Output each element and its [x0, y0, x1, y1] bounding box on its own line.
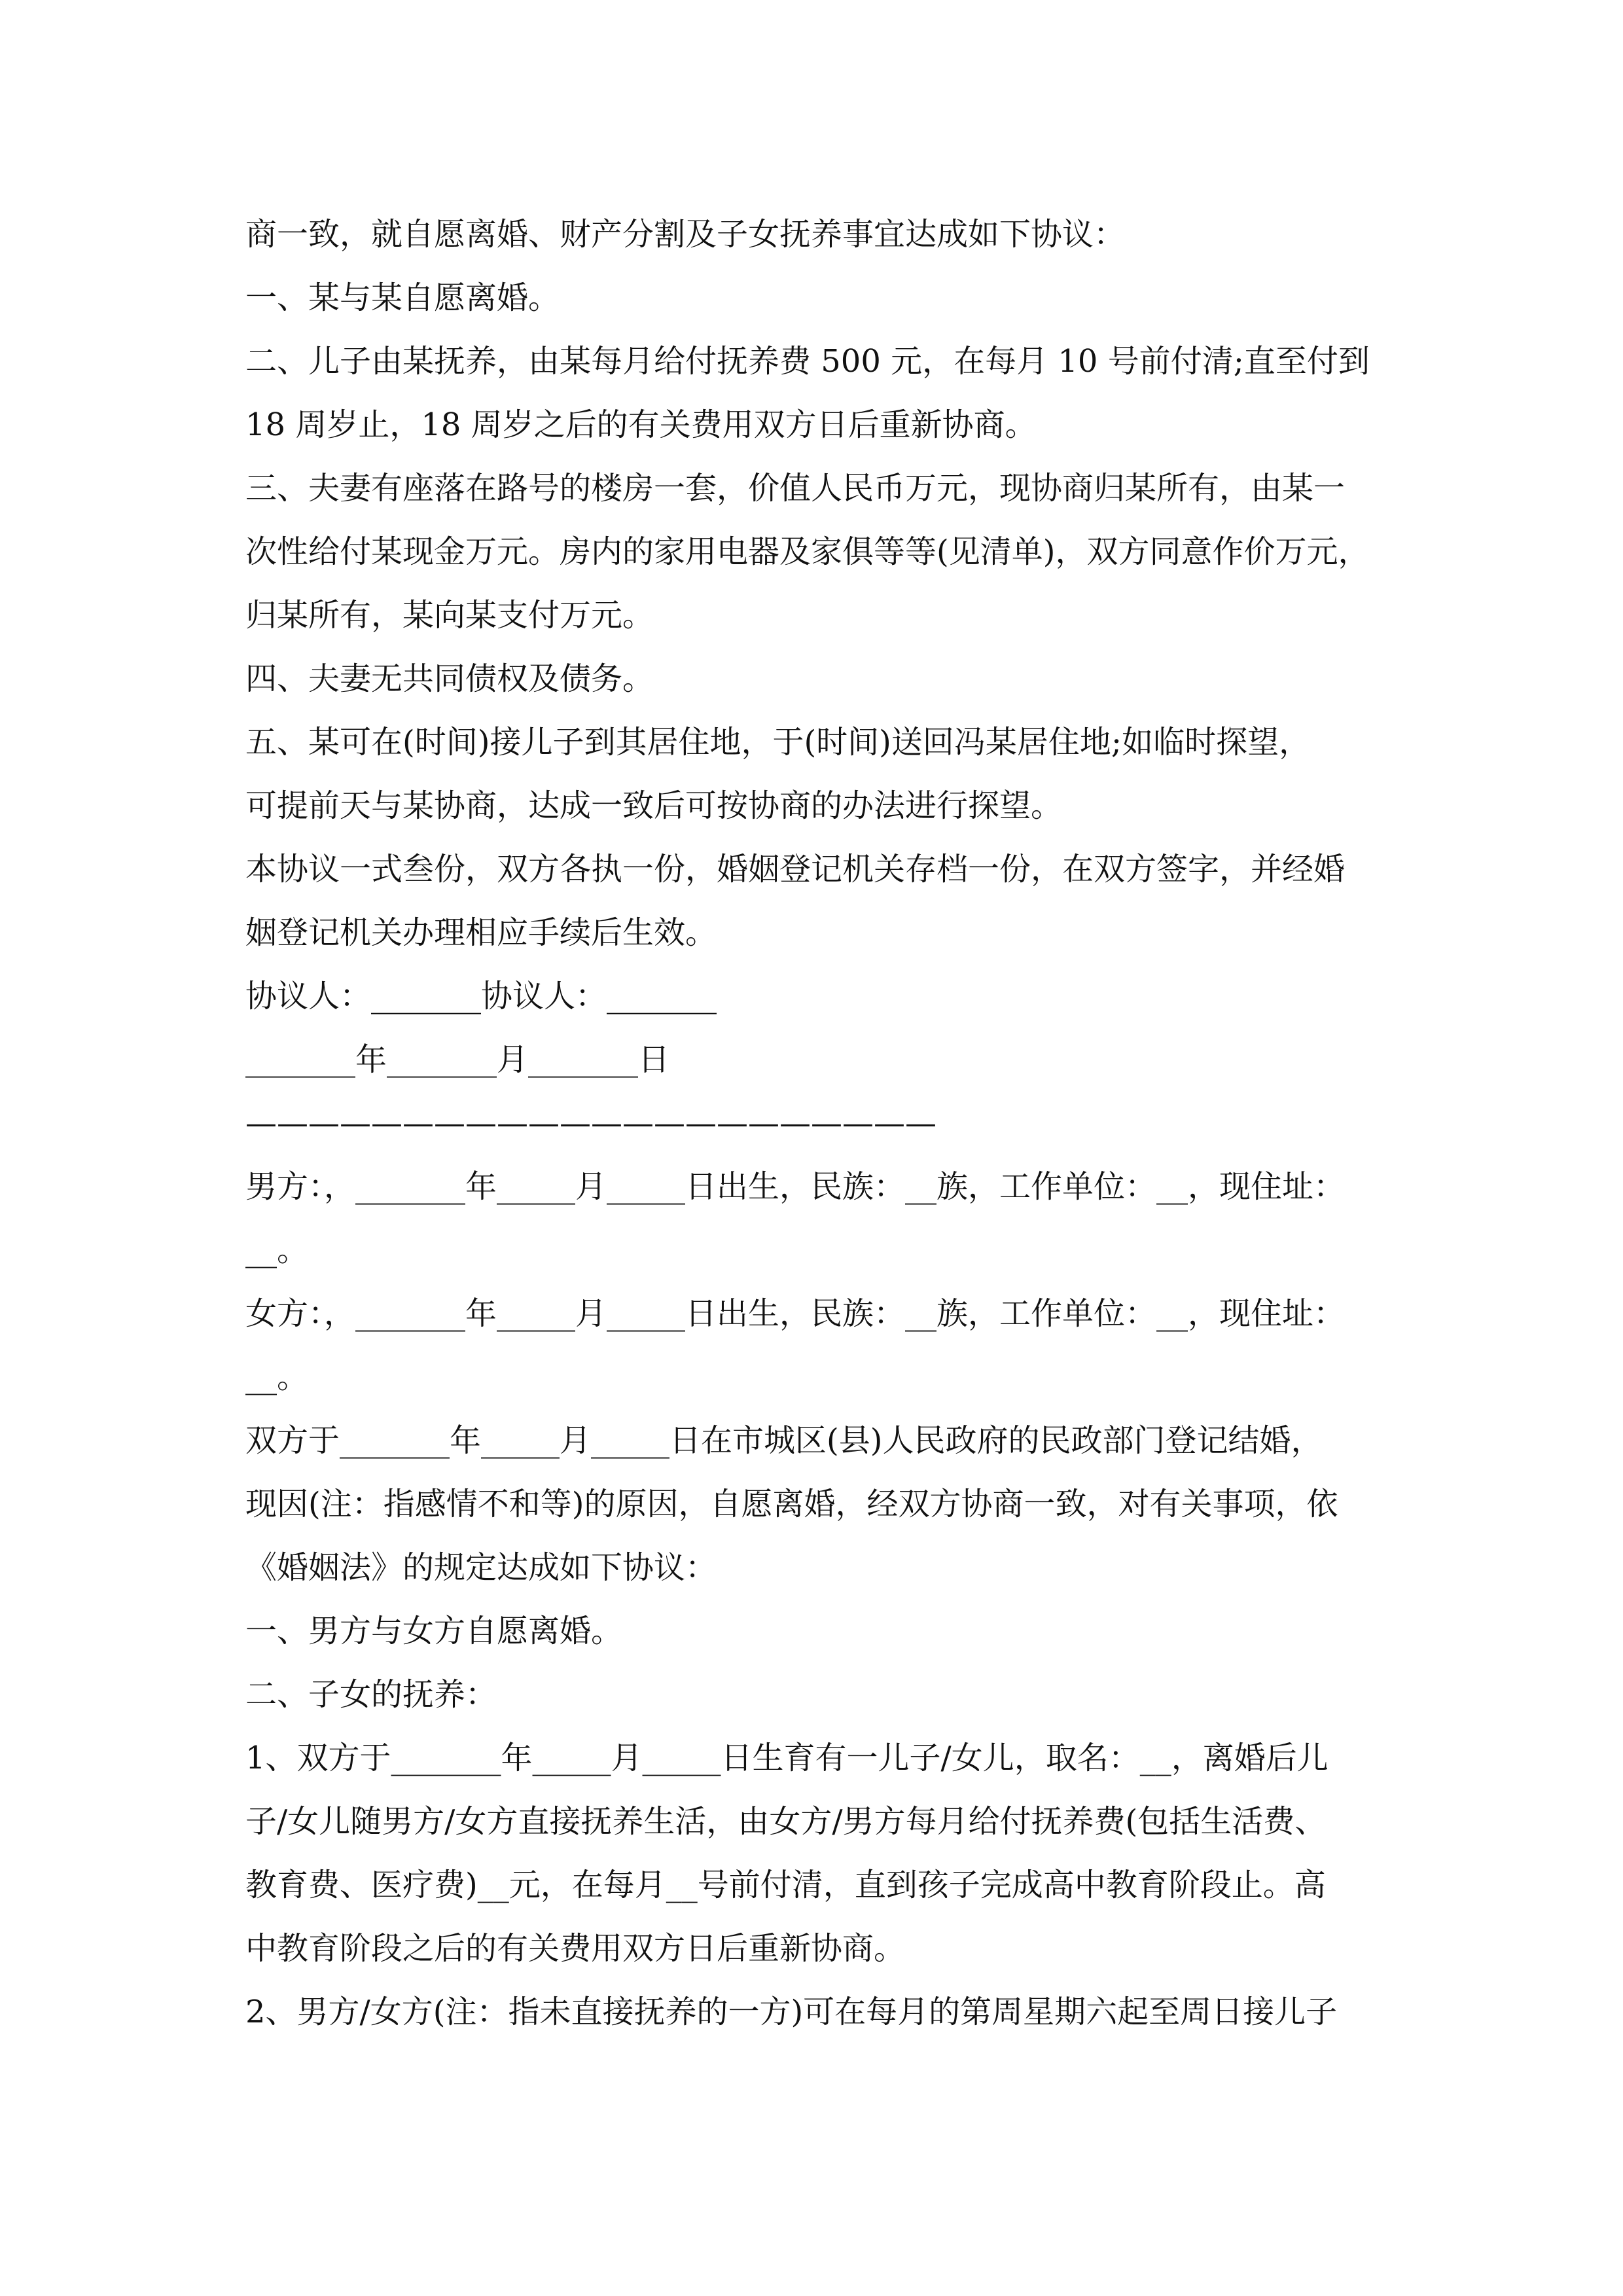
- text-line: [245, 266, 1384, 330]
- text-line-content: 1、双方于_______年_____月_____日生育有一儿子/女儿，取名：__，离婚后儿: [245, 1740, 1329, 1776]
- text-line-content: 2、男方/女方(注：指未直接抚养的一方)可在每月的第周星期六起至周日接儿子: [245, 1994, 1338, 2030]
- text-line: [245, 1473, 1384, 1536]
- text-line: [245, 1346, 1384, 1409]
- date-line: [245, 1028, 1384, 1092]
- text-line: [245, 1219, 1384, 1282]
- text-line-content: 双方于_______年_____月_____日在市城区(县)人民政府的民政部门登记结婚，: [245, 1422, 1323, 1459]
- text-line-content: 现因(注：指感情不和等)的原因，自愿离婚，经双方协商一致，对有关事项，依: [245, 1486, 1338, 1522]
- text-line-content: 三、夫妻有座落在路号的楼房一套，价值人民币万元，现协商归某所有，由某一: [245, 470, 1346, 507]
- text-line: [245, 1536, 1384, 1600]
- text-line-content: 商一致，就自愿离婚、财产分割及子女抚养事宜达成如下协议：: [245, 216, 1126, 253]
- text-line: [245, 1917, 1384, 1981]
- text-line: [245, 393, 1384, 457]
- document-body: [245, 203, 1384, 2044]
- text-line: [245, 838, 1384, 901]
- text-line: [245, 330, 1384, 393]
- text-line-content: ——————————————————————: [245, 1105, 936, 1141]
- text-line-content: 一、某与某自愿离婚。: [245, 279, 560, 316]
- text-line-content: 本协议一式叁份，双方各执一份，婚姻登记机关存档一份，在双方签字，并经婚: [245, 851, 1346, 888]
- text-line-content: 男方：，_______年_____月_____日出生，民族：__族，工作单位：__，现住址：: [245, 1168, 1346, 1205]
- text-line: [245, 1790, 1384, 1854]
- text-line-content: 姻登记机关办理相应手续后生效。: [245, 914, 717, 951]
- text-line: [245, 1409, 1384, 1473]
- signature-line: [245, 965, 1384, 1028]
- text-line-content: 可提前天与某协商，达成一致后可按协商的办法进行探望。: [245, 787, 1063, 824]
- text-line-content: 二、子女的抚养：: [245, 1676, 497, 1713]
- text-line: [245, 1854, 1384, 1917]
- text-line-content: 协议人：_______协议人：_______: [245, 978, 717, 1014]
- text-line-content: 一、男方与女方自愿离婚。: [245, 1613, 623, 1649]
- text-line-content: 归某所有，某向某支付万元。: [245, 597, 654, 634]
- text-line: [245, 901, 1384, 965]
- text-line: [245, 774, 1384, 838]
- text-line-content: 《婚姻法》的规定达成如下协议：: [245, 1549, 717, 1586]
- text-line-content: 教育费、医疗费)__元，在每月__号前付清，直到孩子完成高中教育阶段止。高: [245, 1867, 1326, 1903]
- text-line: [245, 203, 1384, 266]
- text-line: [245, 584, 1384, 647]
- text-line-content: 次性给付某现金万元。房内的家用电器及家俱等等(见清单)，双方同意作价万元，: [245, 533, 1370, 570]
- text-line: [245, 1663, 1384, 1727]
- text-line: [245, 711, 1384, 774]
- text-line: [245, 1727, 1384, 1790]
- text-line: [245, 1282, 1384, 1346]
- text-line-content: 中教育阶段之后的有关费用双方日后重新协商。: [245, 1930, 906, 1967]
- text-line-content: 女方：，_______年_____月_____日出生，民族：__族，工作单位：__，现住址：: [245, 1295, 1346, 1332]
- text-line-content: 四、夫妻无共同债权及债务。: [245, 660, 654, 697]
- text-line: [245, 1981, 1384, 2044]
- text-line: [245, 1155, 1384, 1219]
- separator-line: [245, 1092, 1384, 1155]
- text-line-content: _______年_______月_______日: [245, 1041, 670, 1078]
- text-line-content: __。: [245, 1232, 309, 1268]
- text-line-content: 子/女儿随男方/女方直接抚养生活，由女方/男方每月给付抚养费(包括生活费、: [245, 1803, 1327, 1840]
- text-line: [245, 647, 1384, 711]
- text-line-content: __。: [245, 1359, 309, 1395]
- text-line-content: 五、某可在(时间)接儿子到其居住地，于(时间)送回冯某居住地;如临时探望，: [245, 724, 1311, 761]
- text-line: [245, 457, 1384, 520]
- text-line-content: 二、儿子由某抚养，由某每月给付抚养费 500 元，在每月 10 号前付清;直至付到: [245, 343, 1370, 380]
- text-line: [245, 1600, 1384, 1663]
- text-line: [245, 520, 1384, 584]
- text-line-content: 18 周岁止，18 周岁之后的有关费用双方日后重新协商。: [245, 406, 1037, 443]
